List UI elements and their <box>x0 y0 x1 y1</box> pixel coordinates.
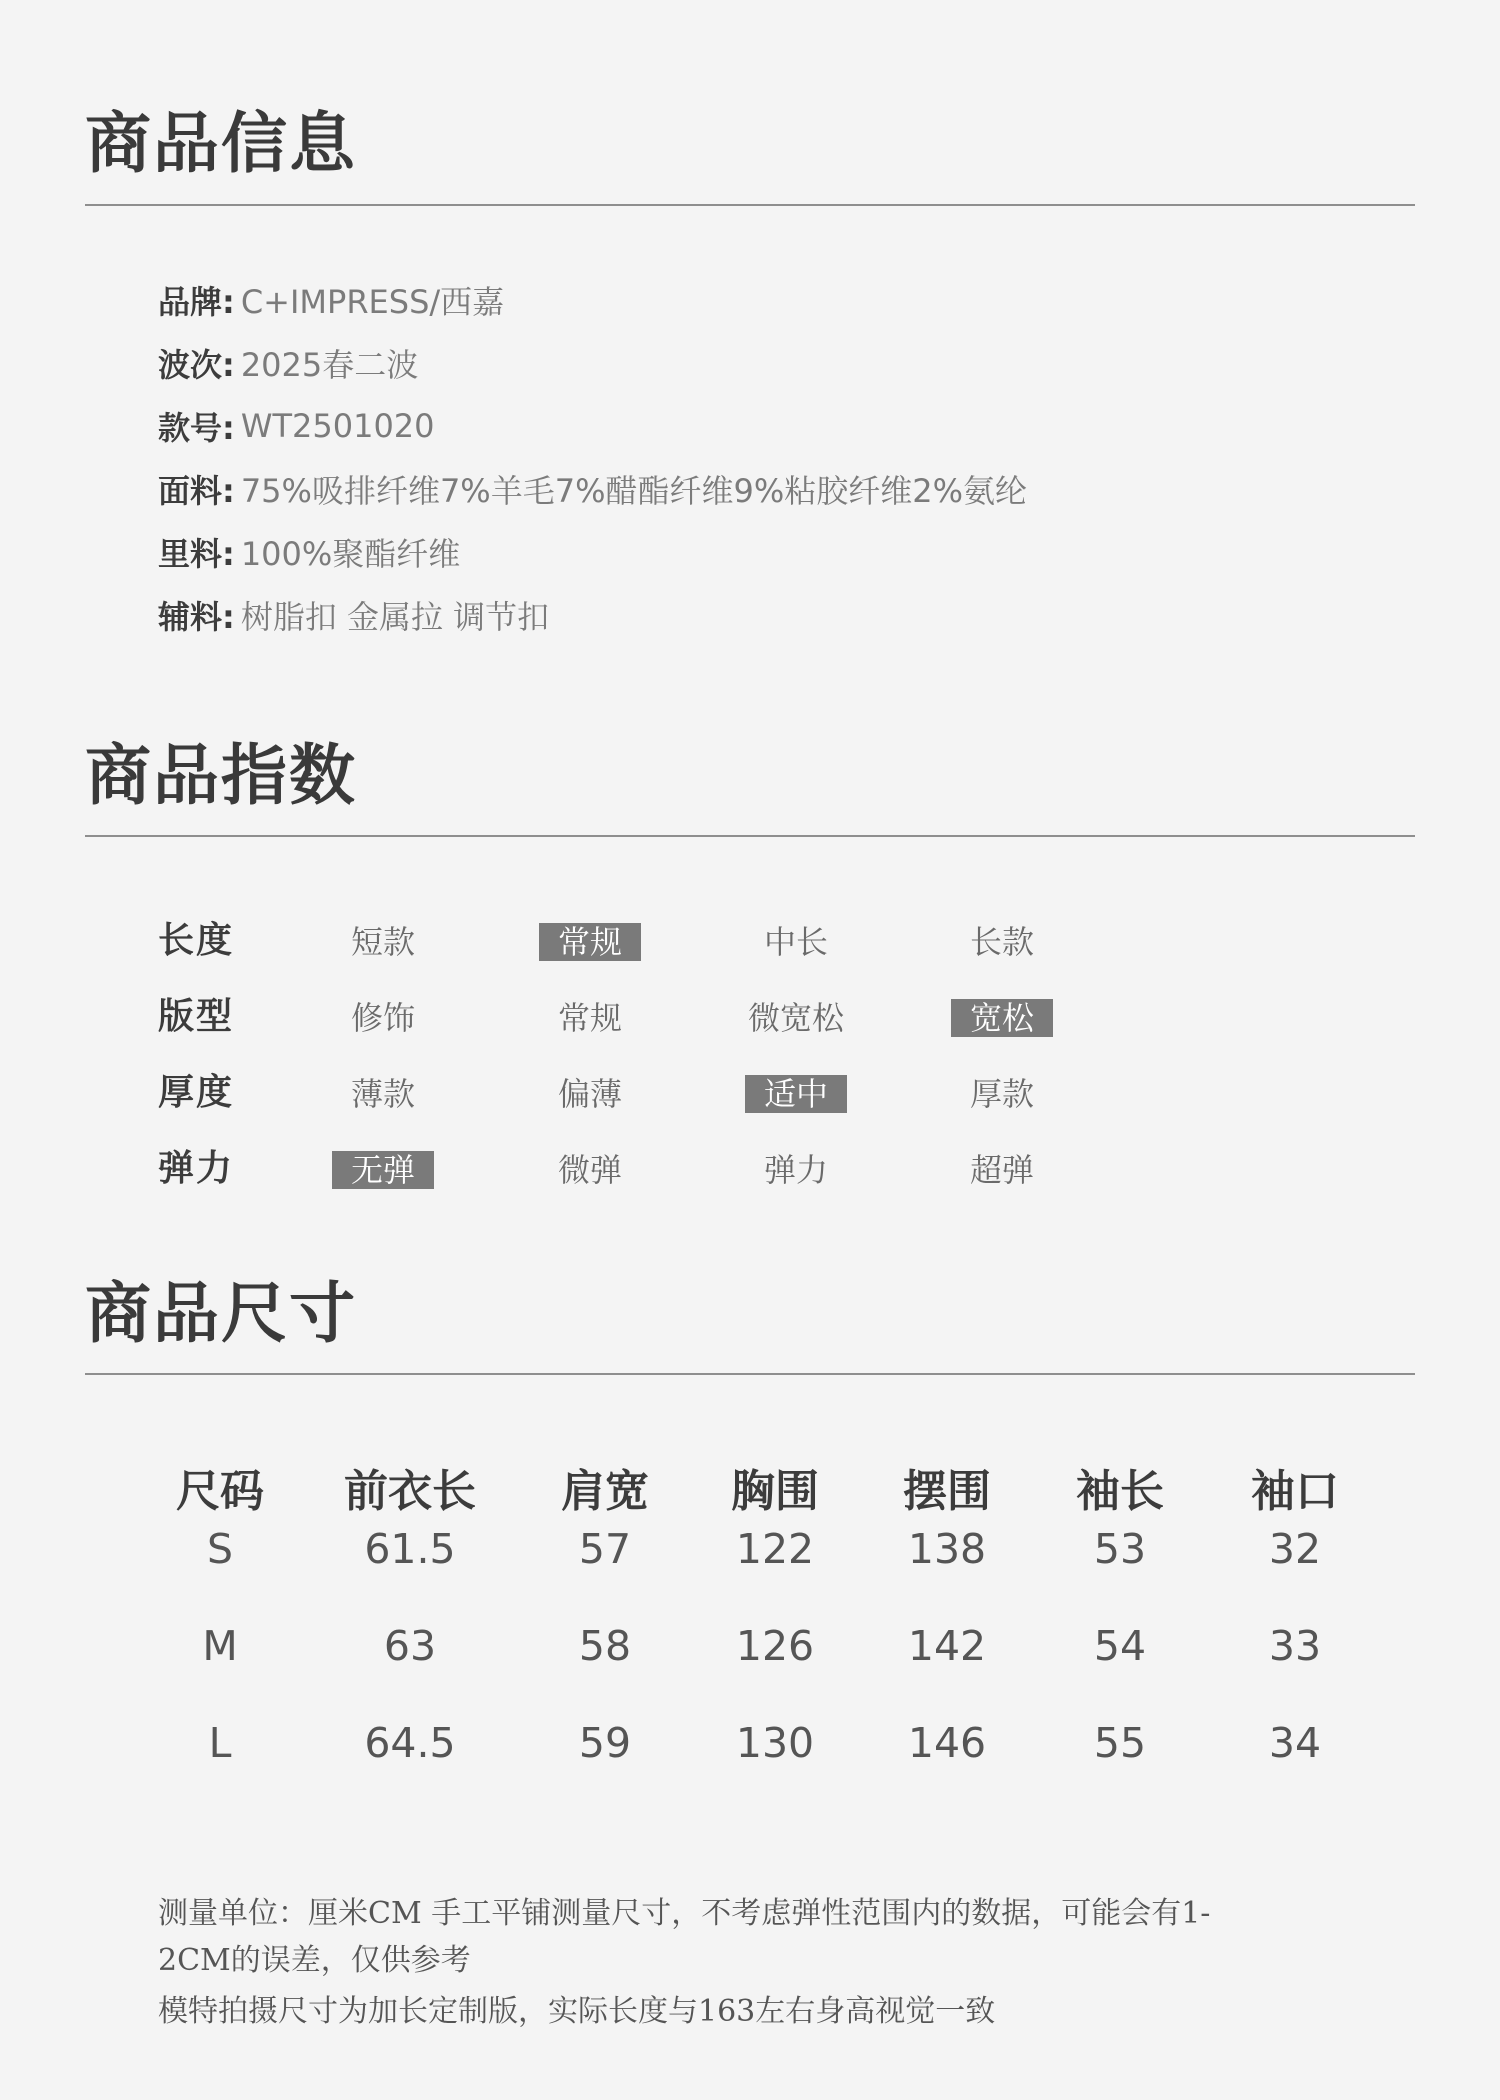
info-label: 品牌: <box>158 282 235 321</box>
index-row-thickness <box>158 1065 1158 1141</box>
size-cell: 34 <box>1268 1719 1322 1767</box>
size-divider <box>85 1373 1415 1375</box>
info-row-lining <box>158 520 1027 583</box>
table-row <box>150 1622 1380 1719</box>
size-header-cell: 前衣长 <box>344 1466 476 1517</box>
info-row-season <box>158 331 1027 394</box>
info-value: 2025春二波 <box>240 345 419 384</box>
index-label: 版型 <box>158 996 235 1037</box>
info-value: 树脂扣 金属拉 调节扣 <box>240 597 550 636</box>
index-label: 长度 <box>158 920 235 961</box>
size-header-cell: 摆围 <box>903 1466 991 1517</box>
size-cell: 61.5 <box>364 1525 456 1573</box>
info-value: WT2501020 <box>240 406 435 445</box>
index-option-selected: 宽松 <box>951 999 1053 1037</box>
index-divider <box>85 835 1415 837</box>
info-row-fabric <box>158 457 1027 520</box>
size-cell: 53 <box>1093 1525 1147 1573</box>
size-header-cell: 袖口 <box>1251 1466 1339 1517</box>
size-cell: 130 <box>735 1719 815 1767</box>
table-row <box>150 1525 1380 1622</box>
info-value: C+IMPRESS/西嘉 <box>240 282 505 321</box>
size-cell: 59 <box>578 1719 632 1767</box>
size-cell: L <box>208 1719 232 1767</box>
info-section-title: 商品信息 <box>85 104 357 182</box>
index-row-fit <box>158 989 1158 1065</box>
index-option-selected: 无弹 <box>332 1151 434 1189</box>
info-divider <box>85 204 1415 206</box>
info-label: 款号: <box>158 408 235 447</box>
index-option: 偏薄 <box>557 1075 622 1113</box>
size-cell: 58 <box>578 1622 632 1670</box>
info-label: 波次: <box>158 345 235 384</box>
size-header-cell: 胸围 <box>731 1466 819 1517</box>
size-section-title: 商品尺寸 <box>85 1274 357 1352</box>
index-option-selected: 常规 <box>539 923 641 961</box>
index-option: 薄款 <box>350 1075 415 1113</box>
size-cell: 138 <box>907 1525 987 1573</box>
index-option: 弹力 <box>763 1151 828 1189</box>
note-measurement-unit: 测量单位：厘米CM 手工平铺测量尺寸，不考虑弹性范围内的数据，可能会有1-2CM的误差，仅供参考 <box>158 1896 1211 1978</box>
size-table-header <box>150 1455 1380 1525</box>
index-option: 微宽松 <box>747 999 844 1037</box>
info-row-style-number <box>158 394 1027 457</box>
size-cell: 57 <box>578 1525 632 1573</box>
info-list <box>158 268 1027 646</box>
index-label: 弹力 <box>158 1148 235 1189</box>
size-cell: 126 <box>735 1622 815 1670</box>
index-option-selected: 适中 <box>745 1075 847 1113</box>
info-label: 辅料: <box>158 597 235 636</box>
size-cell: S <box>206 1525 234 1573</box>
index-option: 微弹 <box>557 1151 622 1189</box>
size-header-cell: 袖长 <box>1076 1466 1164 1517</box>
size-cell: 122 <box>735 1525 815 1573</box>
size-cell: 33 <box>1268 1622 1322 1670</box>
table-row <box>150 1719 1380 1816</box>
info-row-brand <box>158 268 1027 331</box>
info-value: 75%吸排纤维7%羊毛7%醋酯纤维9%粘胶纤维2%氨纶 <box>240 471 1028 510</box>
size-table <box>150 1455 1380 1816</box>
size-cell: 142 <box>907 1622 987 1670</box>
measurement-notes <box>158 1890 1258 2035</box>
info-value: 100%聚酯纤维 <box>240 534 461 573</box>
index-option: 短款 <box>350 923 415 961</box>
size-cell: 63 <box>383 1622 437 1670</box>
info-label: 里料: <box>158 534 235 573</box>
index-option: 修饰 <box>350 999 415 1037</box>
size-cell: 55 <box>1093 1719 1147 1767</box>
size-header-cell: 肩宽 <box>561 1466 649 1517</box>
size-cell: 54 <box>1093 1622 1147 1670</box>
size-header-cell: 尺码 <box>176 1466 264 1517</box>
note-model-size: 模特拍摄尺寸为加长定制版，实际长度与163左右身高视觉一致 <box>158 1994 996 2029</box>
index-option: 厚款 <box>969 1075 1034 1113</box>
info-row-accessories <box>158 583 1027 646</box>
index-option: 中长 <box>763 923 828 961</box>
index-option: 长款 <box>969 923 1034 961</box>
index-option: 常规 <box>557 999 622 1037</box>
size-cell: 32 <box>1268 1525 1322 1573</box>
index-label: 厚度 <box>158 1072 235 1113</box>
info-label: 面料: <box>158 471 235 510</box>
index-section-title: 商品指数 <box>85 736 357 814</box>
index-grid <box>158 913 1158 1217</box>
index-row-elasticity <box>158 1141 1158 1217</box>
index-option: 超弹 <box>969 1151 1034 1189</box>
size-cell: 64.5 <box>364 1719 456 1767</box>
size-cell: 146 <box>907 1719 987 1767</box>
index-row-length <box>158 913 1158 989</box>
size-cell: M <box>202 1622 238 1670</box>
